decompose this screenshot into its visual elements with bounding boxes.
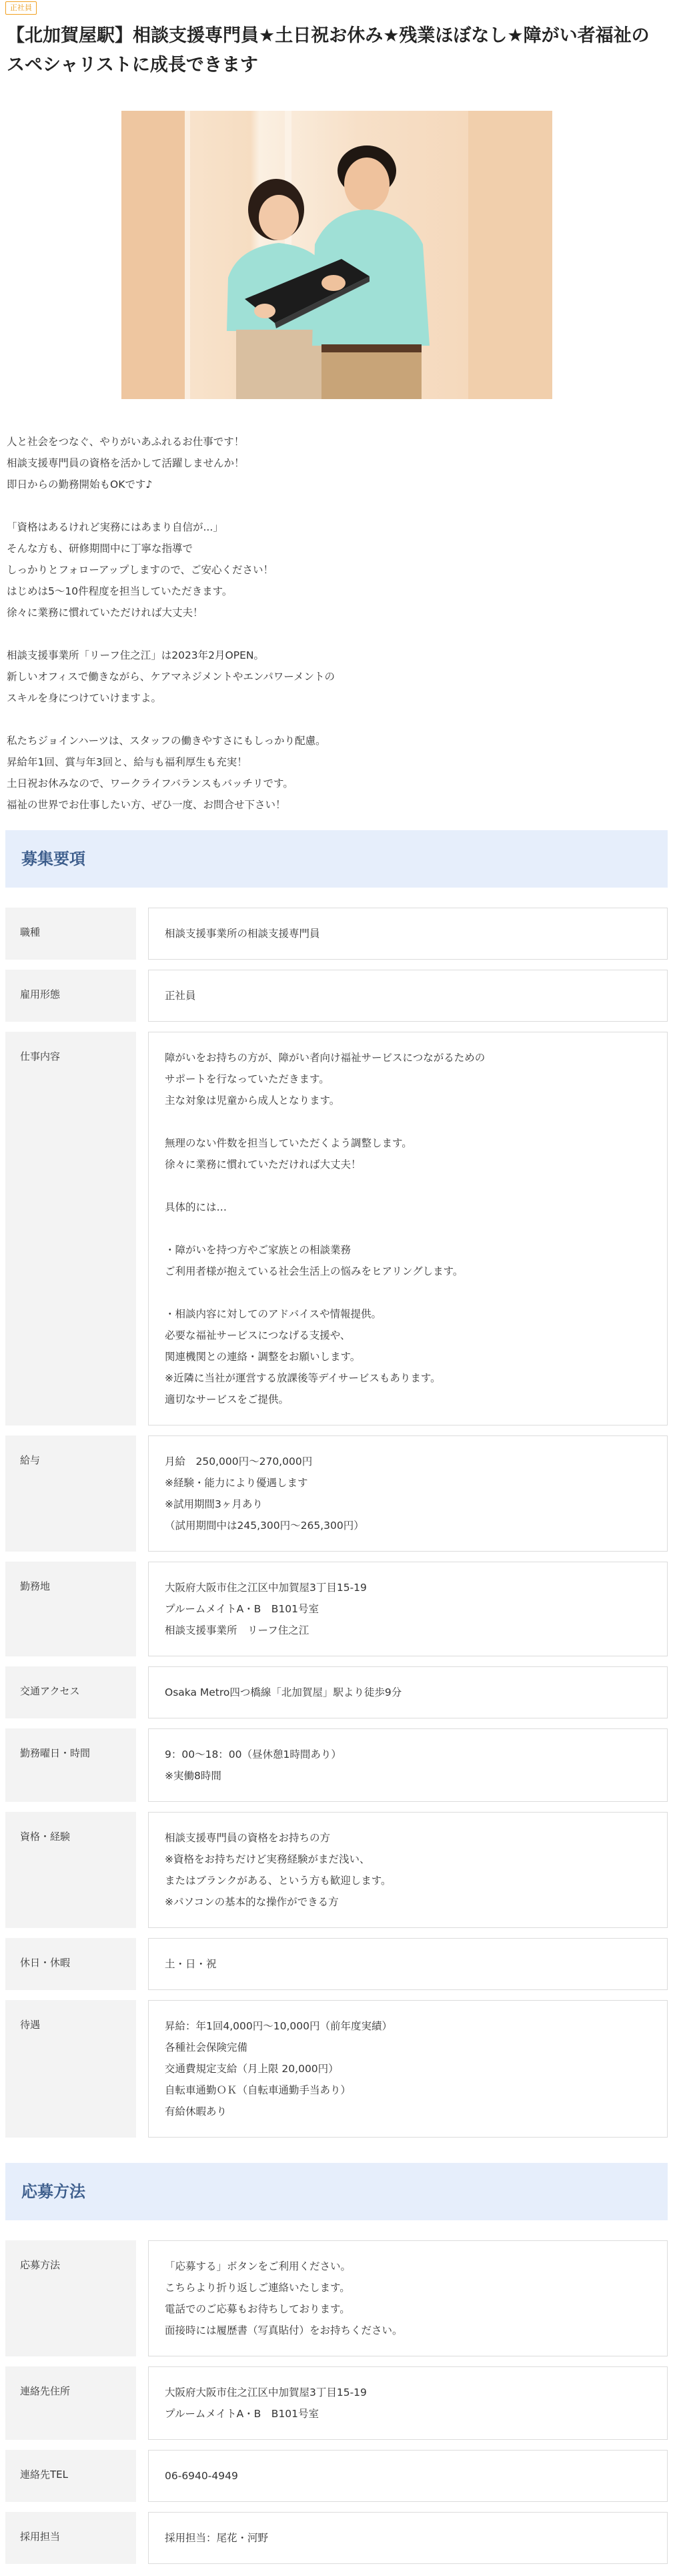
table-row-holidays [5, 1938, 668, 1990]
table-row-recruiter [5, 2512, 668, 2564]
row-label: 資格・経験 [5, 1812, 136, 1928]
row-value: 相談支援専門員の資格をお持ちの方 ※資格をお持ちだけど実務経験がまだ浅い、 またはブランクがある、という方も歓迎します。 ※パソコンの基本的な操作ができる方 [148, 1812, 668, 1928]
row-value: 大阪府大阪市住之江区中加賀屋3丁目15-19 プルームメイトA・B B101号室 相談支援事業所 リーフ住之江 [148, 1562, 668, 1656]
table-row-contact-tel [5, 2450, 668, 2502]
row-label: 連絡先住所 [5, 2366, 136, 2440]
table-row-working-hours [5, 1728, 668, 1802]
row-label: 仕事内容 [5, 1032, 136, 1425]
row-value: 9：00～18：00（昼休憩1時間あり） ※実働8時間 [148, 1728, 668, 1802]
row-value: 06-6940-4949 [148, 2450, 668, 2502]
employment-type-badge: 正社員 [5, 1, 37, 15]
application-section-heading: 応募方法 [5, 2163, 668, 2220]
row-label: 勤務地 [5, 1562, 136, 1656]
row-value: 相談支援事業所の相談支援専門員 [148, 908, 668, 960]
intro-text: 人と社会をつなぐ、やりがいあふれるお仕事です！ 相談支援専門員の資格を活かして活躍しませんか！ 即日からの勤務開始もOKです♪ 「資格はあるけれど実務にはあまり自信が...」 そんな方も、研修期間中に丁寧な指導で しっかりとフォローアップしますので、ご安心ください！ はじめは5～10件程度を担当していただきます。 徐々に業務に慣れていただければ大丈夫！ 相談支援事業所「リーフ住之江」は2023年2月OPEN。 新しいオフィスで働きながら、ケアマネジメントやエンパワーメントの スキルを身につけていけますよ。 私たちジョインハーツは、スタッフの働きやすさにもしっかり配慮。 昇給年1回、賞与年3回と、給与も福利厚生も充実！ 土日祝お休みなので、ワークライフバランスもバッチリです。 福祉の世界でお仕事したい方、ぜひ一度、お問合せ下さい！ [7, 436, 335, 811]
table-row-job-type [5, 908, 668, 960]
row-label: 給与 [5, 1435, 136, 1552]
row-label: 待遇 [5, 2000, 136, 2138]
row-label: 採用担当 [5, 2512, 136, 2564]
row-value: 採用担当：尾花・河野 [148, 2512, 668, 2564]
row-label: 応募方法 [5, 2240, 136, 2356]
row-value: 月給 250,000円～270,000円 ※経験・能力により優遇します ※試用期間3ヶ月あり （試用期間中は245,300円～265,300円） [148, 1435, 668, 1552]
table-row-how-to-apply [5, 2240, 668, 2356]
recruitment-section-heading: 募集要項 [5, 830, 668, 888]
row-label: 勤務曜日・時間 [5, 1728, 136, 1802]
table-row-employment-type [5, 970, 668, 1022]
row-value: 「応募する」ボタンをご利用ください。 こちらより折り返しご連絡いたします。 電話でのご応募もお待ちしております。 面接時には履歴書（写真貼付）をお持ちください。 [148, 2240, 668, 2356]
row-label: 交通アクセス [5, 1666, 136, 1718]
recruitment-table [5, 908, 668, 2138]
row-value: 障がいをお持ちの方が、障がい者向け福祉サービスにつながるための サポートを行なっていただきます。 主な対象は児童から成人となります。 無理のない件数を担当していただくよう調整します。 徐々に業務に慣れていただければ大丈夫！ 具体的には… ・障がいを持つ方やご家族との相談業務 ご利用者様が抱えている社会生活上の悩みをヒアリングします。 ・相談内容に対してのアドバイスや情報提供。 必要な福祉サービスにつなげる支援や、 関連機関との連絡・調整をお願いします。 ※近隣に当社が運営する放課後等デイサービスもあります。 適切なサービスをご提供。 [148, 1032, 668, 1425]
table-row-qualifications [5, 1812, 668, 1928]
table-row-benefits [5, 2000, 668, 2138]
row-value: 昇給：年1回4,000円～10,000円（前年度実績） 各種社会保険完備 交通費規定支給（月上限 20,000円） 自転車通勤ＯＫ（自転車通勤手当あり） 有給休暇あり [148, 2000, 668, 2138]
table-row-contact-address [5, 2366, 668, 2440]
application-table [5, 2240, 668, 2564]
table-row-work-location [5, 1562, 668, 1656]
job-title: 【北加賀屋駅】相談支援専門員★土日祝お休み★残業ほぼなし★障がい者福祉のスペシャリストに成長できます [7, 25, 650, 75]
hero-photo [121, 111, 552, 399]
table-row-salary [5, 1435, 668, 1552]
row-label: 職種 [5, 908, 136, 960]
table-row-job-description [5, 1032, 668, 1425]
table-row-access [5, 1666, 668, 1718]
row-value: 大阪府大阪市住之江区中加賀屋3丁目15-19 プルームメイトA・B B101号室 [148, 2366, 668, 2440]
row-value: 土・日・祝 [148, 1938, 668, 1990]
row-label: 雇用形態 [5, 970, 136, 1022]
row-value: Osaka Metro四つ橋線「北加賀屋」駅より徒歩9分 [148, 1666, 668, 1718]
row-label: 休日・休暇 [5, 1938, 136, 1990]
staff-illustration [121, 111, 552, 399]
row-label: 連絡先TEL [5, 2450, 136, 2502]
row-value: 正社員 [148, 970, 668, 1022]
